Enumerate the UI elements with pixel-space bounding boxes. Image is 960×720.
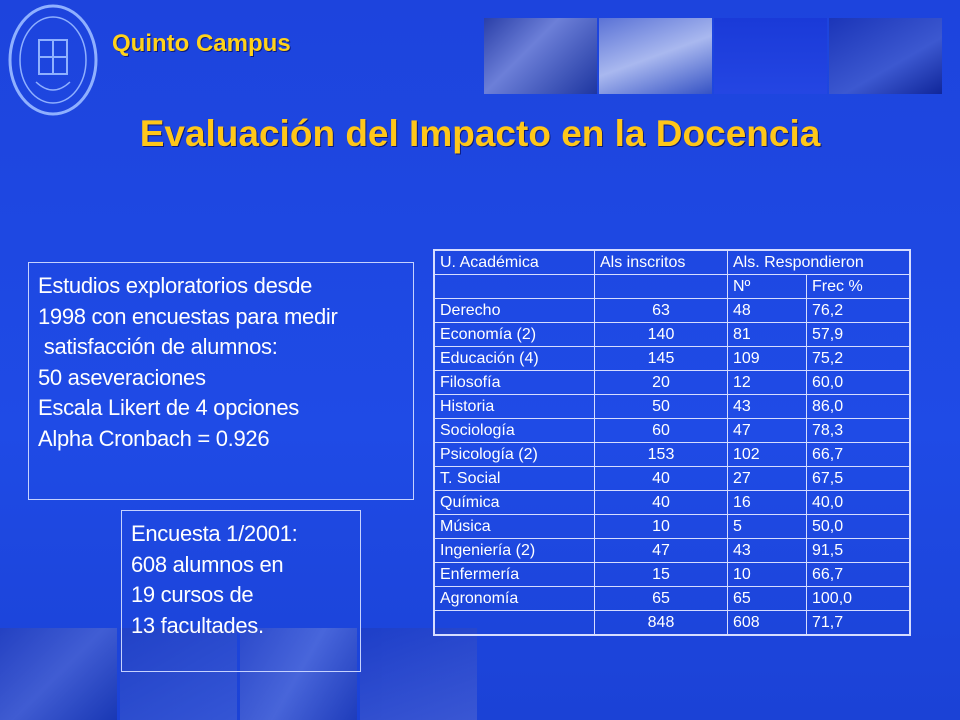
cell-unit: Música [434,515,595,539]
cell-freq: 66,7 [807,443,911,467]
table-row [434,587,910,611]
methodology-line: Escala Likert de 4 opciones [38,395,299,420]
header-responded: Als. Respondieron [728,250,911,275]
header-unit: U. Académica [434,250,595,275]
survey-line: 19 cursos de [131,582,254,607]
cell-enrolled: 65 [595,587,728,611]
cell-freq: 60,0 [807,371,911,395]
cell-n: 43 [728,539,807,563]
methodology-line: 1998 con encuestas para medir [38,303,338,329]
header-n: Nº [728,275,807,299]
table-row [434,347,910,371]
cell-freq: 40,0 [807,491,911,515]
cell-unit: Filosofía [434,371,595,395]
table-row [434,419,910,443]
methodology-line: satisfacción de alumnos: [38,334,278,359]
cell-unit: Enfermería [434,563,595,587]
table-row [434,371,910,395]
cell-n: 16 [728,491,807,515]
cell-freq: 66,7 [807,563,911,587]
table-body [434,299,910,636]
methodology-box [28,262,414,500]
table-subheader-row [434,275,910,299]
cell-unit: Sociología [434,419,595,443]
cell-n: 10 [728,563,807,587]
cell-freq: 86,0 [807,395,911,419]
cell-enrolled: 40 [595,491,728,515]
cell-enrolled: 50 [595,395,728,419]
cell-n: 43 [728,395,807,419]
cell-enrolled: 153 [595,443,728,467]
cell-unit [434,611,595,636]
cell-freq: 76,2 [807,299,911,323]
table-row [434,395,910,419]
cell-n: 48 [728,299,807,323]
cell-n: 65 [728,587,807,611]
survey-line: 13 facultades. [131,612,264,638]
cell-enrolled: 63 [595,299,728,323]
cell-freq: 57,9 [807,323,911,347]
cell-n: 81 [728,323,807,347]
survey-line: 608 alumnos en [131,551,284,577]
cell-enrolled: 848 [595,611,728,636]
campus-label: Quinto Campus [112,30,291,57]
results-table [433,249,911,636]
cell-freq: 71,7 [807,611,911,636]
cell-enrolled: 15 [595,563,728,587]
table-row [434,323,910,347]
cell-unit: Psicología (2) [434,443,595,467]
cell-unit: T. Social [434,467,595,491]
table-row [434,443,910,467]
cell-n: 102 [728,443,807,467]
cell-unit: Educación (4) [434,347,595,371]
cell-n: 5 [728,515,807,539]
cell-freq: 67,5 [807,467,911,491]
survey-box [121,510,361,672]
cell-enrolled: 20 [595,371,728,395]
survey-line: Encuesta 1/2001: [131,521,298,546]
cell-enrolled: 145 [595,347,728,371]
cell-unit: Química [434,491,595,515]
header-freq: Frec % [807,275,911,299]
cell-enrolled: 10 [595,515,728,539]
methodology-line: Estudios exploratorios desde [38,273,313,298]
header-enrolled: Als inscritos [595,250,728,275]
cell-enrolled: 47 [595,539,728,563]
table-row [434,515,910,539]
cell-freq: 78,3 [807,419,911,443]
cell-enrolled: 60 [595,419,728,443]
methodology-line: 50 aseveraciones [38,364,206,390]
table-row [434,467,910,491]
cell-unit: Agronomía [434,587,595,611]
table-row [434,299,910,323]
cell-freq: 50,0 [807,515,911,539]
table-row [434,491,910,515]
cell-n: 12 [728,371,807,395]
cell-unit: Ingeniería (2) [434,539,595,563]
table-row [434,539,910,563]
cell-unit: Historia [434,395,595,419]
table-row [434,563,910,587]
cell-n: 608 [728,611,807,636]
cell-freq: 91,5 [807,539,911,563]
page-title: Evaluación del Impacto en la Docencia [139,113,821,154]
methodology-line: Alpha Cronbach = 0.926 [38,425,270,451]
cell-unit: Economía (2) [434,323,595,347]
header-blank [595,275,728,299]
cell-enrolled: 40 [595,467,728,491]
cell-freq: 75,2 [807,347,911,371]
cell-freq: 100,0 [807,587,911,611]
cell-unit: Derecho [434,299,595,323]
table-row [434,611,910,636]
cell-n: 27 [728,467,807,491]
header-photo-banner [484,18,944,94]
table-header-row [434,250,910,275]
cell-n: 109 [728,347,807,371]
cell-n: 47 [728,419,807,443]
cell-enrolled: 140 [595,323,728,347]
university-seal-icon [6,2,100,120]
header-blank [434,275,595,299]
